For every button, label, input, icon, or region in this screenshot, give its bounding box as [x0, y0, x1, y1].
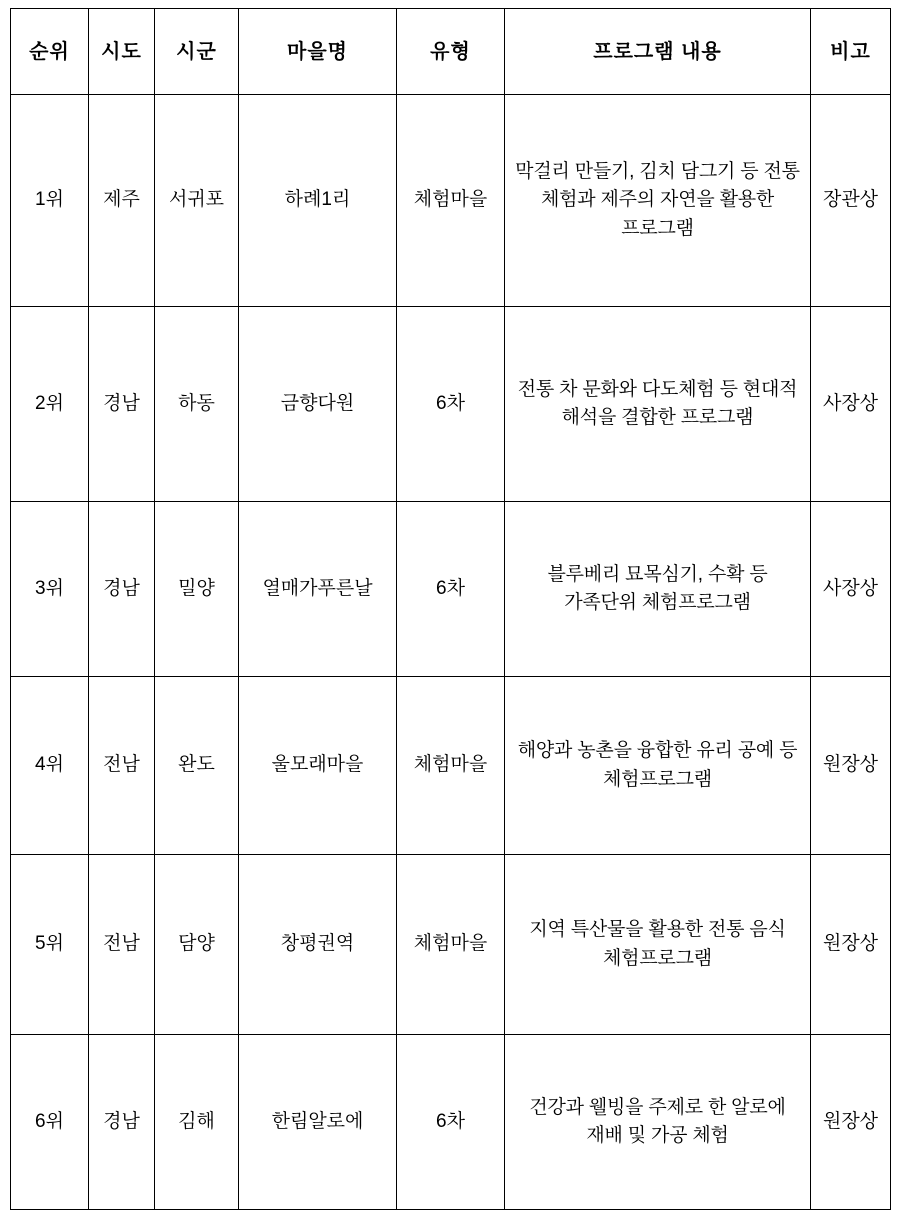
- column-header-rank: 순위: [11, 9, 89, 95]
- cell-village: 하례1리: [239, 95, 397, 307]
- column-header-program: 프로그램 내용: [505, 9, 811, 95]
- cell-program: 블루베리 묘목심기, 수확 등 가족단위 체험프로그램: [505, 502, 811, 677]
- table-row: [11, 502, 891, 677]
- cell-program: 지역 특산물을 활용한 전통 음식 체험프로그램: [505, 855, 811, 1035]
- cell-rank: 1위: [11, 95, 89, 307]
- cell-sigun: 완도: [155, 677, 239, 855]
- cell-sigun: 김해: [155, 1035, 239, 1210]
- column-header-sido: 시도: [89, 9, 155, 95]
- cell-note: 원장상: [811, 1035, 891, 1210]
- cell-type: 체험마을: [397, 95, 505, 307]
- cell-sigun: 밀양: [155, 502, 239, 677]
- cell-sido: 전남: [89, 677, 155, 855]
- cell-type: 6차: [397, 1035, 505, 1210]
- cell-note: 사장상: [811, 307, 891, 502]
- cell-rank: 3위: [11, 502, 89, 677]
- table-row: [11, 95, 891, 307]
- cell-village: 열매가푸른날: [239, 502, 397, 677]
- cell-rank: 5위: [11, 855, 89, 1035]
- cell-rank: 4위: [11, 677, 89, 855]
- cell-type: 6차: [397, 502, 505, 677]
- column-header-note: 비고: [811, 9, 891, 95]
- cell-type: 체험마을: [397, 677, 505, 855]
- cell-village: 창평권역: [239, 855, 397, 1035]
- cell-sido: 경남: [89, 307, 155, 502]
- cell-type: 체험마을: [397, 855, 505, 1035]
- cell-program: 전통 차 문화와 다도체험 등 현대적 해석을 결합한 프로그램: [505, 307, 811, 502]
- cell-rank: 2위: [11, 307, 89, 502]
- table-row: [11, 677, 891, 855]
- cell-sigun: 하동: [155, 307, 239, 502]
- cell-note: 원장상: [811, 855, 891, 1035]
- cell-sigun: 담양: [155, 855, 239, 1035]
- table-header: [11, 9, 891, 95]
- column-header-village: 마을명: [239, 9, 397, 95]
- cell-rank: 6위: [11, 1035, 89, 1210]
- table-row: [11, 1035, 891, 1210]
- table-header-row: [11, 9, 891, 95]
- table-row: [11, 307, 891, 502]
- cell-village: 한림알로에: [239, 1035, 397, 1210]
- cell-program: 해양과 농촌을 융합한 유리 공예 등 체험프로그램: [505, 677, 811, 855]
- cell-note: 원장상: [811, 677, 891, 855]
- cell-note: 장관상: [811, 95, 891, 307]
- table-body: [11, 95, 891, 1210]
- cell-sigun: 서귀포: [155, 95, 239, 307]
- cell-sido: 제주: [89, 95, 155, 307]
- cell-type: 6차: [397, 307, 505, 502]
- cell-program: 막걸리 만들기, 김치 담그기 등 전통 체험과 제주의 자연을 활용한 프로그램: [505, 95, 811, 307]
- cell-note: 사장상: [811, 502, 891, 677]
- column-header-sigun: 시군: [155, 9, 239, 95]
- cell-village: 울모래마을: [239, 677, 397, 855]
- column-header-type: 유형: [397, 9, 505, 95]
- cell-sido: 경남: [89, 502, 155, 677]
- cell-village: 금향다원: [239, 307, 397, 502]
- cell-sido: 전남: [89, 855, 155, 1035]
- cell-program: 건강과 웰빙을 주제로 한 알로에 재배 및 가공 체험: [505, 1035, 811, 1210]
- cell-sido: 경남: [89, 1035, 155, 1210]
- award-ranking-table: [10, 8, 891, 1210]
- table-row: [11, 855, 891, 1035]
